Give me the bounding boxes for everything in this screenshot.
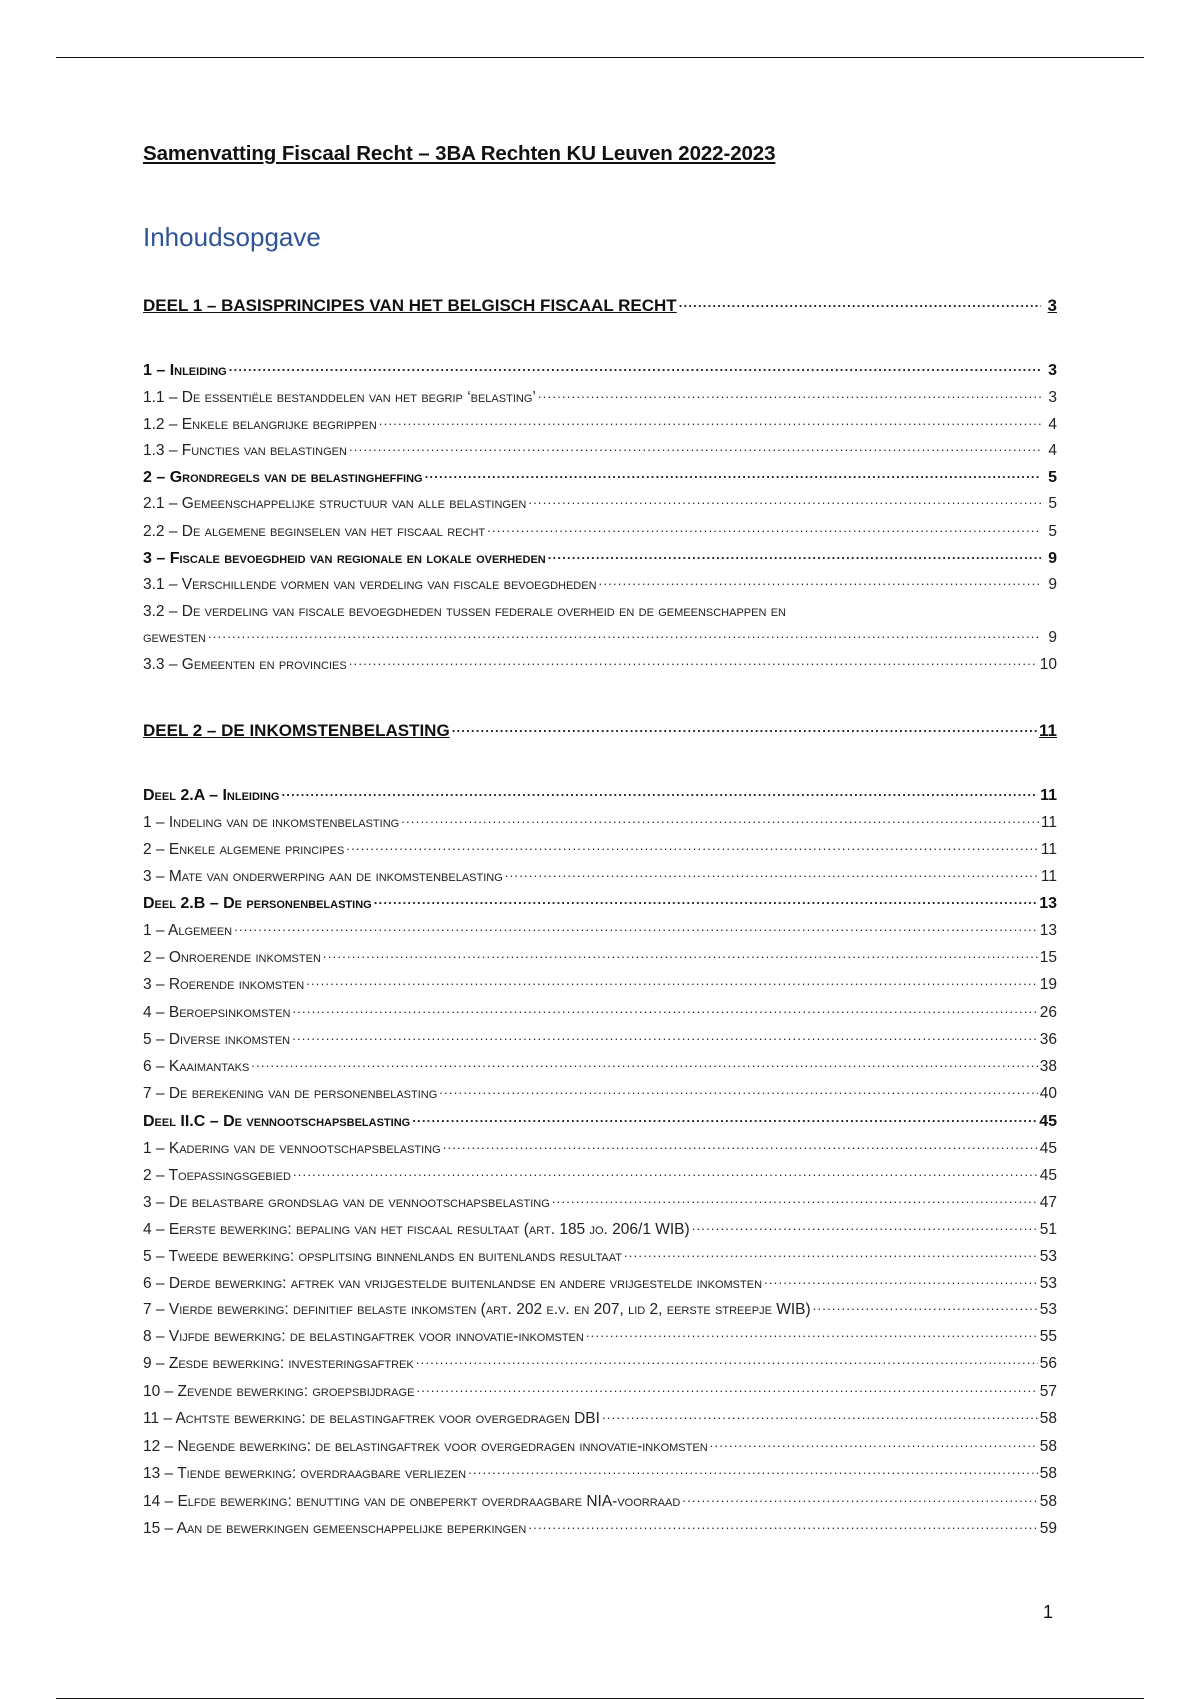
toc-dot-leader bbox=[412, 1112, 1037, 1126]
toc-entry[interactable] bbox=[143, 1165, 1057, 1187]
toc-entry[interactable] bbox=[143, 1491, 1057, 1513]
toc-dot-leader bbox=[349, 441, 1041, 455]
toc-dot-leader bbox=[452, 722, 1037, 736]
toc-dot-leader bbox=[538, 388, 1041, 402]
toc-entry-title: 3 – De belastbare grondslag van de vennootschapsbelasting bbox=[143, 1194, 550, 1211]
toc-entry-page: 10 bbox=[1039, 656, 1057, 673]
toc-entry-page: 45 bbox=[1039, 1113, 1057, 1130]
toc-dot-leader bbox=[528, 1519, 1037, 1533]
toc-entry[interactable] bbox=[143, 1219, 1057, 1241]
toc-entry-title: 6 – Derde bewerking: aftrek van vrijgestelde buitenlandse en andere vrijgestelde inkomsten bbox=[143, 1275, 763, 1292]
toc-entry[interactable] bbox=[143, 893, 1057, 915]
toc-entry-page: 11 bbox=[1040, 868, 1057, 885]
top-rule bbox=[56, 57, 1144, 58]
toc-entry-title: 1.3 – Functies van belastingen bbox=[143, 442, 347, 459]
toc-entry-title: 12 – Negende bewerking: de belastingaftrek voor overgedragen innovatie-inkomsten bbox=[143, 1438, 708, 1455]
toc-entry[interactable] bbox=[143, 839, 1057, 861]
toc-entry-page: 13 bbox=[1039, 895, 1057, 912]
toc-dot-leader bbox=[292, 1003, 1037, 1017]
toc-entry-title: 1.2 – Enkele belangrijke begrippen bbox=[143, 416, 377, 433]
toc-heading: Inhoudsopgave bbox=[143, 222, 321, 252]
toc-entry[interactable] bbox=[143, 947, 1057, 969]
toc-dot-leader bbox=[682, 1492, 1037, 1506]
toc-entry[interactable] bbox=[143, 720, 1057, 742]
toc-entry[interactable] bbox=[143, 1273, 1057, 1295]
toc-entry-title: 1 – Algemeen bbox=[143, 922, 233, 939]
toc-entry-page: 5 bbox=[1048, 523, 1057, 540]
toc-entry[interactable] bbox=[143, 1246, 1057, 1268]
toc-entry-title: 3 – Mate van onderwerping aan de inkomstenbelasting bbox=[143, 868, 503, 885]
toc-entry-page: 3 bbox=[1047, 296, 1057, 315]
toc-entry[interactable] bbox=[143, 627, 1057, 649]
toc-dot-leader bbox=[416, 1354, 1038, 1368]
toc-entry-title: 1 – Inleiding bbox=[143, 362, 227, 379]
toc-entry-page: 11 bbox=[1040, 841, 1057, 858]
toc-dot-leader bbox=[282, 786, 1039, 800]
toc-entry-title: 2.1 – Gemeenschappelijke structuur van alle belastingen bbox=[143, 495, 527, 512]
toc-entry-title: 5 – Tweede bewerking: opsplitsing binnenlands en buitenlands resultaat bbox=[143, 1248, 622, 1265]
toc-entry-title: DEEL 1 – BASISPRINCIPES VAN HET BELGISCH FISCAAL RECHT bbox=[143, 296, 677, 315]
toc-entry-title: DEEL 2 – DE INKOMSTENBELASTING bbox=[143, 721, 450, 740]
toc-entry-title: 13 – Tiende bewerking: overdraagbare verliezen bbox=[143, 1465, 467, 1482]
toc-dot-leader bbox=[293, 1166, 1038, 1180]
toc-entry-page: 4 bbox=[1048, 416, 1057, 433]
toc-entry-page: 53 bbox=[1039, 1301, 1057, 1318]
toc-entry-page: 38 bbox=[1039, 1058, 1057, 1075]
toc-entry-page: 15 bbox=[1039, 949, 1057, 966]
toc-entry[interactable] bbox=[143, 360, 1057, 382]
toc-entry-title: 1 – Indeling van de inkomstenbelasting bbox=[143, 814, 400, 831]
toc-dot-leader bbox=[528, 494, 1041, 508]
toc-entry-title: Deel II.C – De vennootschapsbelasting bbox=[143, 1113, 411, 1130]
toc-entry[interactable] bbox=[143, 920, 1057, 942]
page-number: 1 bbox=[1043, 1602, 1054, 1622]
toc-entry-page: 47 bbox=[1039, 1194, 1057, 1211]
toc-dot-leader bbox=[813, 1300, 1038, 1314]
toc-dot-leader bbox=[443, 1139, 1038, 1153]
toc-dot-leader bbox=[692, 1220, 1038, 1234]
toc-entry-page: 58 bbox=[1039, 1493, 1057, 1510]
toc-entry[interactable] bbox=[143, 1083, 1057, 1105]
toc-entry-title: 1.1 – De essentiële bestanddelen van het begrip ‘belasting’ bbox=[143, 389, 536, 406]
toc-entry[interactable] bbox=[143, 1029, 1057, 1051]
toc-entry-page: 56 bbox=[1039, 1355, 1057, 1372]
toc-entry-page: 9 bbox=[1048, 629, 1057, 646]
toc-entry-title: 3 – Fiscale bevoegdheid van regionale en lokale overheden bbox=[143, 550, 546, 567]
toc-entry-title: 15 – Aan de bewerkingen gemeenschappelijke beperkingen bbox=[143, 1520, 527, 1537]
toc-entry-page: 51 bbox=[1039, 1221, 1057, 1238]
toc-entry-title: 3.3 – Gemeenten en provincies bbox=[143, 656, 347, 673]
toc-entry[interactable] bbox=[143, 1056, 1057, 1078]
toc-entry-title: 2 – Grondregels van de belastingheffing bbox=[143, 469, 423, 486]
toc-dot-leader bbox=[679, 297, 1041, 311]
toc-entry[interactable] bbox=[143, 654, 1057, 676]
toc-dot-leader bbox=[346, 840, 1039, 854]
toc-dot-leader bbox=[379, 415, 1041, 429]
toc-entry-title: 2 – Toepassingsgebied bbox=[143, 1167, 291, 1184]
document-title: Samenvatting Fiscaal Recht – 3BA Rechten KU Leuven 2022-2023 bbox=[143, 142, 776, 165]
toc-entry-title: 2 – Onroerende inkomsten bbox=[143, 949, 321, 966]
toc-dot-leader bbox=[764, 1274, 1038, 1288]
toc-entry-line: 3.2 – De verdeling van fiscale bevoegdheden tussen federale overheid en de gemeenschappen en bbox=[143, 603, 786, 620]
toc-entry-page: 53 bbox=[1039, 1248, 1057, 1265]
toc-entry[interactable] bbox=[143, 1518, 1057, 1540]
toc-entry-title: 11 – Achtste bewerking: de belastingaftrek voor overgedragen DBI bbox=[143, 1410, 600, 1427]
toc-entry-page: 57 bbox=[1039, 1383, 1057, 1400]
toc-entry-title: 9 – Zesde bewerking: investeringsaftrek bbox=[143, 1355, 414, 1372]
toc-entry-title: 5 – Diverse inkomsten bbox=[143, 1031, 291, 1048]
toc-dot-leader bbox=[234, 921, 1038, 935]
toc-entry[interactable] bbox=[143, 493, 1057, 515]
toc-entry-title: gewesten bbox=[143, 629, 206, 646]
toc-entry-page: 36 bbox=[1039, 1031, 1057, 1048]
toc-entry-title: 7 – Vierde bewerking: definitief belaste inkomsten (art. 202 e.v. en 207, lid 2, eerste streepje WIB) bbox=[143, 1301, 811, 1318]
toc-entry-title: 14 – Elfde bewerking: benutting van de onbeperkt overdraagbare NIA-voorraad bbox=[143, 1493, 681, 1510]
toc-entry[interactable] bbox=[143, 1192, 1057, 1214]
toc-entry[interactable] bbox=[143, 521, 1057, 543]
toc-entry-title: 4 – Eerste bewerking: bepaling van het fiscaal resultaat (art. 185 jo. 206/1 WIB) bbox=[143, 1221, 690, 1238]
toc-entry[interactable] bbox=[143, 1381, 1057, 1403]
toc-entry-title: Deel 2.A – Inleiding bbox=[143, 787, 280, 804]
toc-entry-title: Deel 2.B – De personenbelasting bbox=[143, 895, 372, 912]
toc-dot-leader bbox=[624, 1247, 1038, 1261]
toc-entry-title: 4 – Beroepsinkomsten bbox=[143, 1004, 291, 1021]
toc-entry[interactable] bbox=[143, 387, 1057, 409]
toc-entry[interactable] bbox=[143, 467, 1057, 489]
toc-entry-title: 6 – Kaaimantaks bbox=[143, 1058, 250, 1075]
toc-dot-leader bbox=[292, 1030, 1038, 1044]
toc-dot-leader bbox=[425, 468, 1041, 482]
toc-entry-page: 9 bbox=[1048, 550, 1057, 567]
toc-entry-title: 10 – Zevende bewerking: groepsbijdrage bbox=[143, 1383, 415, 1400]
toc-entry-page: 58 bbox=[1039, 1410, 1057, 1427]
toc-entry[interactable] bbox=[143, 295, 1057, 317]
toc-entry-page: 3 bbox=[1048, 389, 1057, 406]
toc-entry[interactable] bbox=[143, 812, 1057, 834]
toc-dot-leader bbox=[710, 1437, 1038, 1451]
toc-dot-leader bbox=[599, 575, 1041, 589]
toc-entry-page: 3 bbox=[1048, 362, 1057, 379]
toc-dot-leader bbox=[306, 975, 1038, 989]
toc-entry-page: 58 bbox=[1039, 1438, 1057, 1455]
toc-entry[interactable] bbox=[143, 1353, 1057, 1375]
toc-entry[interactable] bbox=[143, 414, 1057, 436]
toc-dot-leader bbox=[374, 894, 1037, 908]
toc-entry-title: 2.2 – De algemene beginselen van het fiscaal recht bbox=[143, 523, 486, 540]
toc-entry[interactable] bbox=[143, 574, 1057, 596]
toc-entry-page: 26 bbox=[1039, 1004, 1057, 1021]
toc-dot-leader bbox=[208, 628, 1041, 642]
toc-entry-title: 3 – Roerende inkomsten bbox=[143, 976, 305, 993]
toc-entry-page: 13 bbox=[1039, 922, 1057, 939]
toc-entry[interactable] bbox=[143, 1408, 1057, 1430]
bottom-rule bbox=[56, 1698, 1144, 1699]
toc-entry-title: 3.1 – Verschillende vormen van verdeling van fiscale bevoegdheden bbox=[143, 576, 597, 593]
toc-dot-leader bbox=[487, 522, 1041, 536]
toc-entry-page: 59 bbox=[1039, 1520, 1057, 1537]
toc-entry-page: 11 bbox=[1040, 814, 1057, 831]
toc-entry-page: 55 bbox=[1039, 1328, 1057, 1345]
toc-dot-leader bbox=[552, 1193, 1038, 1207]
toc-entry[interactable] bbox=[143, 1463, 1057, 1485]
toc-entry[interactable] bbox=[143, 1138, 1057, 1160]
toc-entry-title: 2 – Enkele algemene principes bbox=[143, 841, 345, 858]
toc-entry[interactable] bbox=[143, 1299, 1057, 1321]
toc-dot-leader bbox=[323, 948, 1038, 962]
toc-entry[interactable] bbox=[143, 1436, 1057, 1458]
toc-entry-page: 5 bbox=[1048, 469, 1057, 486]
toc-entry-page: 11 bbox=[1039, 721, 1057, 740]
toc-entry-page: 9 bbox=[1048, 576, 1057, 593]
toc-entry[interactable] bbox=[143, 1111, 1057, 1133]
toc-entry-title: 1 – Kadering van de vennootschapsbelasting bbox=[143, 1140, 441, 1157]
toc-entry-page: 11 bbox=[1040, 787, 1057, 804]
toc-dot-leader bbox=[401, 813, 1039, 827]
toc-dot-leader bbox=[586, 1327, 1038, 1341]
toc-dot-leader bbox=[439, 1084, 1037, 1098]
toc-entry[interactable] bbox=[143, 548, 1057, 570]
toc-entry[interactable] bbox=[143, 1326, 1057, 1348]
toc-entry-page: 5 bbox=[1048, 495, 1057, 512]
toc-entry[interactable] bbox=[143, 866, 1057, 888]
toc-dot-leader bbox=[548, 549, 1041, 563]
toc-dot-leader bbox=[251, 1057, 1037, 1071]
toc-entry-page: 40 bbox=[1039, 1085, 1057, 1102]
document-page bbox=[143, 140, 1057, 1537]
toc-entry[interactable] bbox=[143, 785, 1057, 807]
toc-entry-page: 45 bbox=[1039, 1140, 1057, 1157]
toc-entry-page: 53 bbox=[1039, 1275, 1057, 1292]
toc-dot-leader bbox=[416, 1382, 1037, 1396]
toc-entry-page: 4 bbox=[1048, 442, 1057, 459]
toc-entry-title: 8 – Vijfde bewerking: de belastingaftrek voor innovatie-inkomsten bbox=[143, 1328, 584, 1345]
toc-entry-page: 58 bbox=[1039, 1465, 1057, 1482]
toc-dot-leader bbox=[505, 867, 1039, 881]
toc-entry[interactable] bbox=[143, 440, 1057, 462]
toc-dot-leader bbox=[229, 361, 1041, 375]
toc-entry-title: 7 – De berekening van de personenbelasting bbox=[143, 1085, 438, 1102]
toc-dot-leader bbox=[468, 1464, 1038, 1478]
toc-entry-page: 45 bbox=[1039, 1167, 1057, 1184]
toc-dot-leader bbox=[602, 1409, 1038, 1423]
toc-dot-leader bbox=[349, 655, 1038, 669]
toc-entry[interactable] bbox=[143, 974, 1057, 996]
toc-entry-page: 19 bbox=[1039, 976, 1057, 993]
toc-entry[interactable] bbox=[143, 1002, 1057, 1024]
